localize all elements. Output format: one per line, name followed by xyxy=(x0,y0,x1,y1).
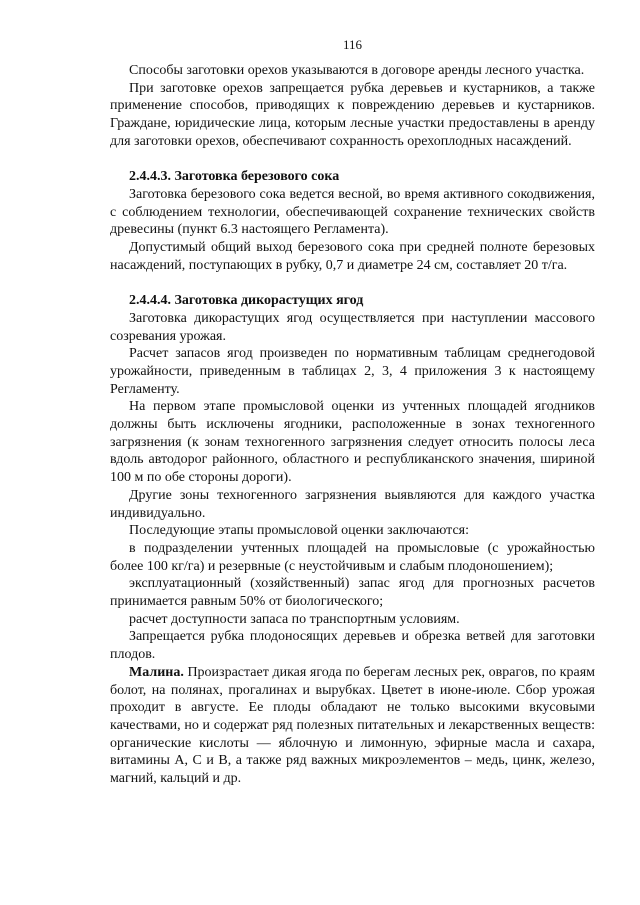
paragraph-berries-next-stages: Последующие этапы промысловой оценки заключаются: xyxy=(129,523,469,539)
spacer xyxy=(110,151,595,169)
page-number: 116 xyxy=(342,37,363,52)
paragraph-berries-other-zones: Другие зоны техногенного загрязнения выявляются для каждого участка индивидуально. xyxy=(110,487,595,521)
section-heading-birch-sap: 2.4.4.3. Заготовка березового сока xyxy=(129,169,340,185)
paragraph-berries-accessibility: расчет доступности запаса по транспортным условиям. xyxy=(129,611,460,627)
page-content xyxy=(110,62,595,788)
paragraph-birch-sap-harvest: Заготовка березового сока ведется весной, во время активного сокодвижения, с соблюдением технологии, обеспечивающей сохранение технических свойств древесины (пункт 6.3 настоящего Регламента). xyxy=(110,186,595,238)
raspberry-text: Произрастает дикая ягода по берегам лесных рек, оврагов, по краям болот, на полянах, прогалинах и вырубках. Цветет в июне-июле. Сбор урожая проходит в августе. Ее плоды обладают не только высокими вкусовыми качествами, но и содержат ряд полезных питательных и лекарственных веществ: органические кислоты — яблочную и лимонную, эфирные масла и сахара, витамины А, С и В, а также ряд важных микроэлементов – медь, цинк, железо, магний, кальций и др. xyxy=(110,664,595,787)
raspberry-lead: Малина. xyxy=(129,664,184,680)
paragraph-berries-stock-calc: Расчет запасов ягод произведен по нормативным таблицам среднегодовой урожайности, приведенным в таблицах 2, 3, 4 приложения 3 к настоящему Регламенту. xyxy=(110,346,595,397)
paragraph-berries-subdivision: в подразделении учтенных площадей на промысловые (с урожайностью более 100 кг/га) и резервные (с неустойчивым и слабым плодоношением); xyxy=(110,540,595,574)
paragraph-berries-first-stage: На первом этапе промысловой оценки из учтенных площадей ягодников должны быть исключены ягодники, расположенные в зонах техногенного загрязнения (к зонам техногенного загрязнения следует относить полосы леса вдоль автодорог районного, областного и республиканского значения, шириной 100 м по обе стороны дороги). xyxy=(110,399,595,486)
paragraph-raspberry xyxy=(110,664,595,788)
paragraph-birch-sap-yield: Допустимый общий выход березового сока при средней полноте березовых насаждений, поступающих в рубку, 0,7 и диаметре 24 см, составляет 20 т/га. xyxy=(110,240,595,273)
section-heading-wild-berries: 2.4.4.4. Заготовка дикорастущих ягод xyxy=(129,293,364,309)
spacer xyxy=(110,274,595,292)
paragraph-nuts-methods: Способы заготовки орехов указываются в договоре аренды лесного участка. xyxy=(129,63,585,78)
paragraph-berries-harvest-time: Заготовка дикорастущих ягод осуществляется при наступлении массового созревания урожая. xyxy=(110,310,595,344)
paragraph-berries-operational-stock: эксплуатационный (хозяйственный) запас ягод для прогнозных расчетов принимается равным 50% от биологического; xyxy=(110,576,595,610)
paragraph-nuts-prohibitions: При заготовке орехов запрещается рубка деревьев и кустарников, а также применение способов, приводящих к повреждению деревьев и кустарников. Граждане, юридические лица, которым лесные участки предоставлены в аренду для заготовки орехов, обеспечивают сохранность орехоплодных насаждений. xyxy=(110,80,595,149)
paragraph-berries-prohibition: Запрещается рубка плодоносящих деревьев и обрезка ветвей для заготовки плодов. xyxy=(110,629,595,663)
